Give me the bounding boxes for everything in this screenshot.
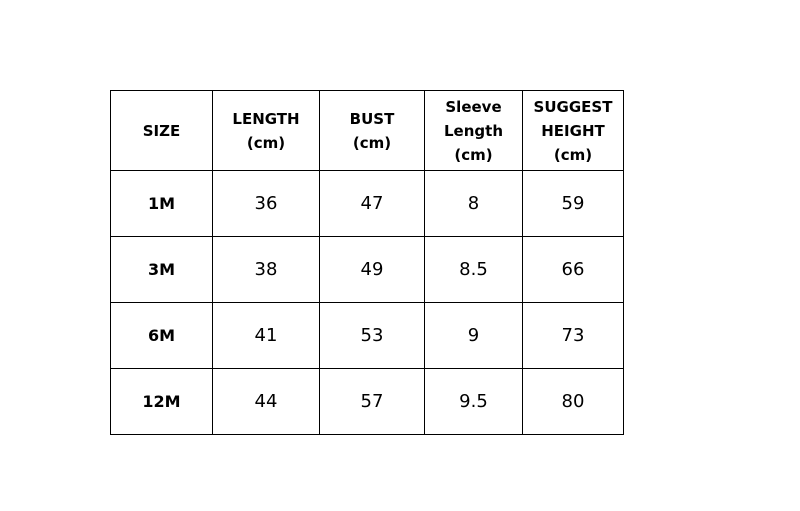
cell-suggest-height: 66	[523, 237, 624, 303]
header-bust-line-2: (cm)	[352, 133, 392, 152]
header-sleeve-line-1: Sleeve	[445, 97, 502, 116]
cell-length: 38	[213, 237, 320, 303]
header-suggest-height	[523, 91, 624, 171]
header-height-line-1: SUGGEST	[533, 97, 613, 116]
header-length-line-2: (cm)	[246, 133, 286, 152]
cell-bust: 47	[320, 171, 425, 237]
header-size	[111, 91, 213, 171]
cell-bust: 53	[320, 303, 425, 369]
header-bust	[320, 91, 425, 171]
header-size-line-1: SIZE	[142, 121, 181, 140]
cell-sleeve-length: 8	[425, 171, 523, 237]
cell-suggest-height: 80	[523, 369, 624, 435]
cell-sleeve-length: 9.5	[425, 369, 523, 435]
cell-size: 1M	[111, 171, 213, 237]
header-sleeve-line-3: (cm)	[454, 145, 493, 164]
cell-length: 41	[213, 303, 320, 369]
table-row	[111, 369, 624, 435]
cell-size: 6M	[111, 303, 213, 369]
table-row	[111, 171, 624, 237]
cell-size: 3M	[111, 237, 213, 303]
cell-sleeve-length: 8.5	[425, 237, 523, 303]
cell-length: 36	[213, 171, 320, 237]
header-sleeve-length	[425, 91, 523, 171]
cell-bust: 57	[320, 369, 425, 435]
cell-sleeve-length: 9	[425, 303, 523, 369]
header-height-line-3: (cm)	[553, 145, 593, 164]
header-length-line-1: LENGTH	[232, 109, 300, 128]
table-row	[111, 303, 624, 369]
table-row	[111, 237, 624, 303]
size-chart-table	[110, 90, 624, 435]
cell-suggest-height: 59	[523, 171, 624, 237]
cell-bust: 49	[320, 237, 425, 303]
cell-suggest-height: 73	[523, 303, 624, 369]
header-length	[213, 91, 320, 171]
header-row	[111, 91, 624, 171]
header-sleeve-line-2: Length	[444, 121, 503, 140]
cell-size: 12M	[111, 369, 213, 435]
header-bust-line-1: BUST	[349, 109, 395, 128]
cell-length: 44	[213, 369, 320, 435]
header-height-line-2: HEIGHT	[541, 121, 605, 140]
